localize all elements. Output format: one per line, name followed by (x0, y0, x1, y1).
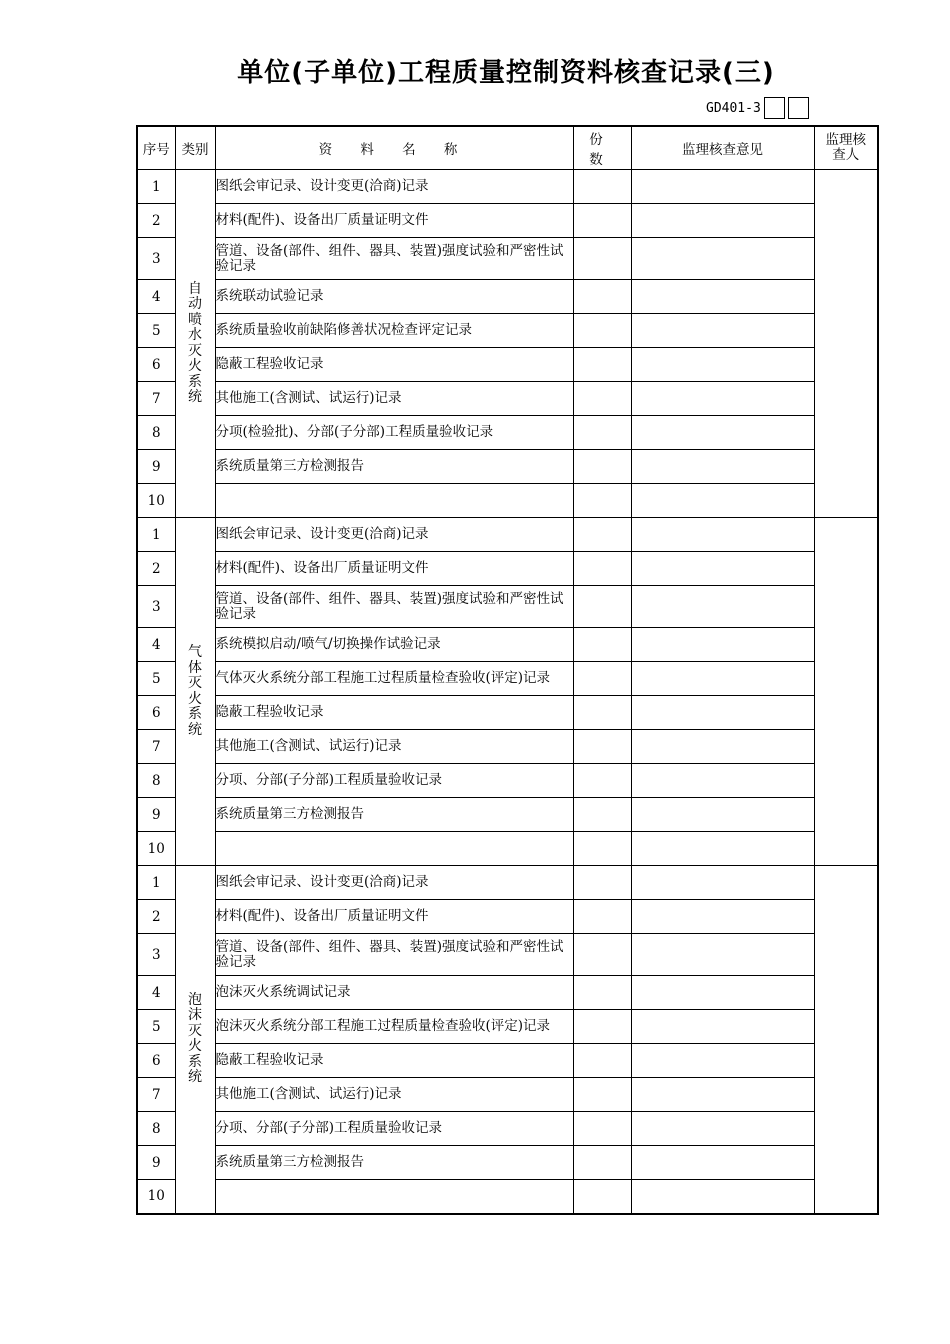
category-cell (175, 518, 215, 866)
row-number: 8 (137, 764, 175, 798)
row-number: 6 (137, 696, 175, 730)
copies-cell[interactable] (573, 696, 631, 730)
opinion-cell[interactable] (631, 866, 814, 900)
table-row (137, 314, 878, 348)
copies-cell[interactable] (573, 484, 631, 518)
opinion-cell[interactable] (631, 798, 814, 832)
table-row (137, 382, 878, 416)
table-row (137, 628, 878, 662)
document-name: 系统联动试验记录 (215, 280, 573, 314)
form-code-label: GD401-3 (706, 100, 761, 116)
page-title: 单位(子单位)工程质量控制资料核查记录(三) (237, 58, 775, 88)
row-number: 9 (137, 450, 175, 484)
document-name: 系统质量第三方检测报告 (215, 798, 573, 832)
document-name: 材料(配件)、设备出厂质量证明文件 (215, 204, 573, 238)
table-row (137, 1180, 878, 1214)
row-number: 8 (137, 1112, 175, 1146)
copies-cell[interactable] (573, 518, 631, 552)
document-name: 系统质量第三方检测报告 (215, 1146, 573, 1180)
table-header-row (137, 126, 878, 170)
opinion-cell[interactable] (631, 1180, 814, 1214)
row-number: 6 (137, 1044, 175, 1078)
table-row (137, 662, 878, 696)
document-name: 气体灭火系统分部工程施工过程质量检查验收(评定)记录 (215, 662, 573, 696)
copies-cell[interactable] (573, 832, 631, 866)
row-number: 2 (137, 552, 175, 586)
document-name: 管道、设备(部件、组件、器具、装置)强度试验和严密性试验记录 (215, 238, 573, 280)
form-code-box-2[interactable] (788, 97, 809, 119)
copies-cell[interactable] (573, 900, 631, 934)
opinion-cell[interactable] (631, 382, 814, 416)
row-number: 5 (137, 314, 175, 348)
opinion-cell[interactable] (631, 832, 814, 866)
copies-cell[interactable] (573, 238, 631, 280)
copies-cell[interactable] (573, 662, 631, 696)
document-name: 其他施工(含测试、试运行)记录 (215, 382, 573, 416)
copies-cell[interactable] (573, 934, 631, 976)
document-name: 材料(配件)、设备出厂质量证明文件 (215, 552, 573, 586)
row-number: 9 (137, 798, 175, 832)
table-row (137, 238, 878, 280)
copies-cell[interactable] (573, 866, 631, 900)
document-name: 系统质量验收前缺陷修善状况检查评定记录 (215, 314, 573, 348)
table-row (137, 1044, 878, 1078)
opinion-cell[interactable] (631, 628, 814, 662)
copies-cell[interactable] (573, 1112, 631, 1146)
document-name (215, 1180, 573, 1214)
form-code-box-1[interactable] (764, 97, 785, 119)
opinion-cell[interactable] (631, 450, 814, 484)
table-row (137, 1010, 878, 1044)
table-row (137, 518, 878, 552)
opinion-cell[interactable] (631, 204, 814, 238)
row-number: 4 (137, 628, 175, 662)
document-name: 管道、设备(部件、组件、器具、装置)强度试验和严密性试验记录 (215, 934, 573, 976)
copies-cell[interactable] (573, 764, 631, 798)
opinion-cell[interactable] (631, 552, 814, 586)
document-name (215, 484, 573, 518)
opinion-cell[interactable] (631, 1078, 814, 1112)
header-seq: 序号 (137, 126, 175, 170)
table-row (137, 900, 878, 934)
row-number: 5 (137, 662, 175, 696)
table-row (137, 1078, 878, 1112)
document-name: 分项、分部(子分部)工程质量验收记录 (215, 764, 573, 798)
opinion-cell[interactable] (631, 518, 814, 552)
table-row (137, 1146, 878, 1180)
document-name: 系统质量第三方检测报告 (215, 450, 573, 484)
opinion-cell[interactable] (631, 314, 814, 348)
row-number: 10 (137, 1180, 175, 1214)
table-row (137, 866, 878, 900)
opinion-cell[interactable] (631, 900, 814, 934)
row-number: 3 (137, 934, 175, 976)
header-reviewer-label: 监理核查人 (825, 132, 866, 163)
opinion-cell[interactable] (631, 976, 814, 1010)
copies-cell[interactable] (573, 348, 631, 382)
document-name: 其他施工(含测试、试运行)记录 (215, 1078, 573, 1112)
copies-cell[interactable] (573, 382, 631, 416)
row-number: 4 (137, 280, 175, 314)
copies-cell[interactable] (573, 1180, 631, 1214)
copies-cell[interactable] (573, 280, 631, 314)
row-number: 8 (137, 416, 175, 450)
copies-cell[interactable] (573, 1044, 631, 1078)
document-name: 管道、设备(部件、组件、器具、装置)强度试验和严密性试验记录 (215, 586, 573, 628)
row-number: 10 (137, 484, 175, 518)
copies-cell[interactable] (573, 586, 631, 628)
row-number: 1 (137, 518, 175, 552)
table-row (137, 730, 878, 764)
row-number: 7 (137, 1078, 175, 1112)
row-number: 7 (137, 382, 175, 416)
opinion-cell[interactable] (631, 348, 814, 382)
header-doc-name: 资 料 名 称 (215, 126, 573, 170)
opinion-cell[interactable] (631, 1010, 814, 1044)
copies-cell[interactable] (573, 450, 631, 484)
copies-cell[interactable] (573, 552, 631, 586)
table-row (137, 416, 878, 450)
row-number: 7 (137, 730, 175, 764)
document-name (215, 832, 573, 866)
copies-cell[interactable] (573, 798, 631, 832)
table-row (137, 484, 878, 518)
opinion-cell[interactable] (631, 170, 814, 204)
copies-cell[interactable] (573, 1010, 631, 1044)
row-number: 10 (137, 832, 175, 866)
document-name: 图纸会审记录、设计变更(洽商)记录 (215, 170, 573, 204)
copies-cell[interactable] (573, 314, 631, 348)
table-row (137, 204, 878, 238)
document-name: 图纸会审记录、设计变更(洽商)记录 (215, 866, 573, 900)
copies-cell[interactable] (573, 204, 631, 238)
opinion-cell[interactable] (631, 416, 814, 450)
table-row (137, 348, 878, 382)
quality-control-table (136, 125, 879, 1215)
document-name: 隐蔽工程验收记录 (215, 696, 573, 730)
reviewer-cell[interactable] (814, 170, 878, 518)
row-number: 2 (137, 204, 175, 238)
row-number: 2 (137, 900, 175, 934)
form-code (706, 96, 809, 120)
document-name: 系统模拟启动/喷气/切换操作试验记录 (215, 628, 573, 662)
opinion-cell[interactable] (631, 238, 814, 280)
row-number: 1 (137, 170, 175, 204)
opinion-cell[interactable] (631, 764, 814, 798)
opinion-cell[interactable] (631, 934, 814, 976)
opinion-cell[interactable] (631, 730, 814, 764)
table-row (137, 934, 878, 976)
opinion-cell[interactable] (631, 1146, 814, 1180)
row-number: 5 (137, 1010, 175, 1044)
row-number: 4 (137, 976, 175, 1010)
reviewer-cell[interactable] (814, 518, 878, 866)
document-name: 泡沫灭火系统调试记录 (215, 976, 573, 1010)
opinion-cell[interactable] (631, 586, 814, 628)
header-category: 类别 (175, 126, 215, 170)
reviewer-cell[interactable] (814, 866, 878, 1214)
document-name: 泡沫灭火系统分部工程施工过程质量检查验收(评定)记录 (215, 1010, 573, 1044)
table-row (137, 552, 878, 586)
document-name: 其他施工(含测试、试运行)记录 (215, 730, 573, 764)
opinion-cell[interactable] (631, 696, 814, 730)
table-row (137, 586, 878, 628)
row-number: 3 (137, 238, 175, 280)
category-label: 气体灭火系统 (188, 644, 202, 738)
category-cell (175, 866, 215, 1214)
copies-cell[interactable] (573, 1078, 631, 1112)
document-name: 分项(检验批)、分部(子分部)工程质量验收记录 (215, 416, 573, 450)
copies-cell[interactable] (573, 976, 631, 1010)
document-name: 图纸会审记录、设计变更(洽商)记录 (215, 518, 573, 552)
table-row (137, 450, 878, 484)
opinion-cell[interactable] (631, 484, 814, 518)
copies-cell[interactable] (573, 416, 631, 450)
category-label: 泡沫灭火系统 (188, 991, 202, 1086)
table-row (137, 696, 878, 730)
row-number: 9 (137, 1146, 175, 1180)
table-row (137, 764, 878, 798)
table-row (137, 976, 878, 1010)
row-number: 1 (137, 866, 175, 900)
document-name: 隐蔽工程验收记录 (215, 1044, 573, 1078)
header-reviewer (814, 126, 878, 170)
opinion-cell[interactable] (631, 662, 814, 696)
category-cell (175, 170, 215, 518)
copies-cell[interactable] (573, 730, 631, 764)
category-label: 自动喷水灭火系统 (188, 280, 202, 405)
table-row (137, 798, 878, 832)
copies-cell[interactable] (573, 170, 631, 204)
copies-cell[interactable] (573, 628, 631, 662)
table-row (137, 832, 878, 866)
opinion-cell[interactable] (631, 1044, 814, 1078)
row-number: 6 (137, 348, 175, 382)
document-name: 分项、分部(子分部)工程质量验收记录 (215, 1112, 573, 1146)
header-copies: 份 数 (573, 126, 631, 170)
table-row (137, 280, 878, 314)
document-name: 隐蔽工程验收记录 (215, 348, 573, 382)
table-row (137, 1112, 878, 1146)
row-number: 3 (137, 586, 175, 628)
opinion-cell[interactable] (631, 280, 814, 314)
table-row (137, 170, 878, 204)
copies-cell[interactable] (573, 1146, 631, 1180)
opinion-cell[interactable] (631, 1112, 814, 1146)
document-name: 材料(配件)、设备出厂质量证明文件 (215, 900, 573, 934)
header-opinion: 监理核查意见 (631, 126, 814, 170)
